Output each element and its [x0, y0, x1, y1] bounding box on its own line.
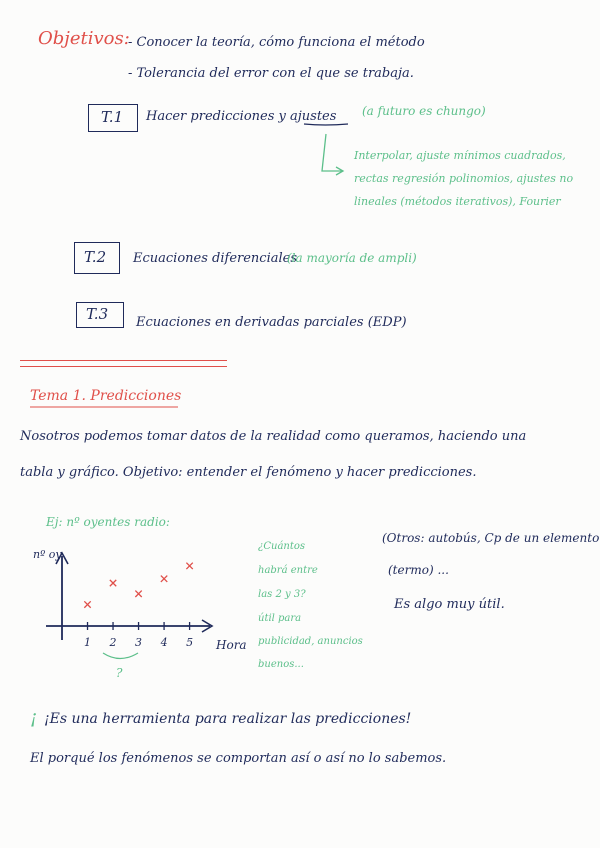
conclusion-open-mark: ¡ [30, 707, 38, 728]
chart-x-tick-label: 1 [84, 636, 92, 649]
green-note-line-5: publicidad, anuncios [258, 636, 363, 647]
chart-x-label: Hora [216, 638, 247, 652]
example-title: Ej: nº oyentes radio: [46, 515, 170, 529]
topic-2-title: Ecuaciones diferenciales [133, 251, 298, 266]
green-note-line-1: ¿Cuántos [258, 541, 306, 552]
objetivos-heading: Objetivos: [38, 28, 130, 49]
tema-1-paragraph-line-2: tabla y gráfico. Objetivo: entender el fenómeno y hacer predicciones. [20, 465, 477, 480]
topic-1-detail-line-2: rectas regresión polinomios, ajustes no [354, 172, 574, 185]
green-note-line-4: útil para [258, 613, 302, 624]
green-note-line-2: habrá entre [258, 565, 318, 576]
topic-1-detail-line-1: Interpolar, ajuste mínimos cuadrados, [354, 149, 566, 162]
chart-data-point [110, 580, 116, 586]
objetivo-line-1: - Conocer la teoría, cómo funciona el método [128, 35, 425, 50]
side-note-line-1: (Otros: autobús, Cp de un elemento [382, 531, 600, 545]
detail-arrow [322, 134, 342, 171]
chart-x-tick-label: 2 [109, 636, 117, 649]
chart-x-tick-label: 4 [160, 636, 168, 649]
chart-x-tick-label: 3 [135, 636, 143, 649]
chart-data-point [135, 591, 141, 597]
side-note-line-3: Es algo muy útil. [394, 597, 505, 612]
topic-1-detail-line-3: lineales (métodos iterativos), Fourier [354, 195, 561, 208]
chart-x-tick-label: 5 [186, 636, 194, 649]
oyentes-chart [46, 553, 212, 659]
chart-question-mark: ? [116, 666, 123, 680]
green-note-line-3: las 2 y 3? [258, 589, 306, 600]
chart-interval-brace [103, 653, 138, 659]
chart-data-point [186, 563, 192, 569]
conclusion-line-2: El porqué los fenómenos se comportan así o así no lo sabemos. [30, 751, 447, 766]
conclusion-line-1: ¡Es una herramienta para realizar las predicciones! [44, 711, 412, 727]
chart-y-label: nº oy [33, 548, 62, 561]
chart-data-point [84, 601, 90, 607]
chart-data-point [161, 576, 167, 582]
ajustes-underline [304, 124, 348, 125]
topic-3-label: T.3 [86, 305, 109, 323]
topic-1-label: T.1 [101, 108, 124, 126]
green-note-line-6: buenos... [258, 659, 304, 670]
objetivo-line-2: - Tolerancia del error con el que se trabaja. [128, 66, 414, 81]
topic-1-note: (a futuro es chungo) [362, 104, 486, 118]
side-note-line-2: (termo) ... [388, 563, 449, 577]
topic-1-title: Hacer predicciones y ajustes [146, 109, 337, 124]
topic-3-title: Ecuaciones en derivadas parciales (EDP) [136, 315, 407, 330]
topic-2-label: T.2 [84, 248, 107, 266]
tema-1-heading: Tema 1. Predicciones [30, 388, 182, 404]
tema-1-paragraph-line-1: Nosotros podemos tomar datos de la realidad como queramos, haciendo una [20, 429, 527, 444]
topic-2-note: (la mayoría de ampli) [287, 251, 417, 265]
